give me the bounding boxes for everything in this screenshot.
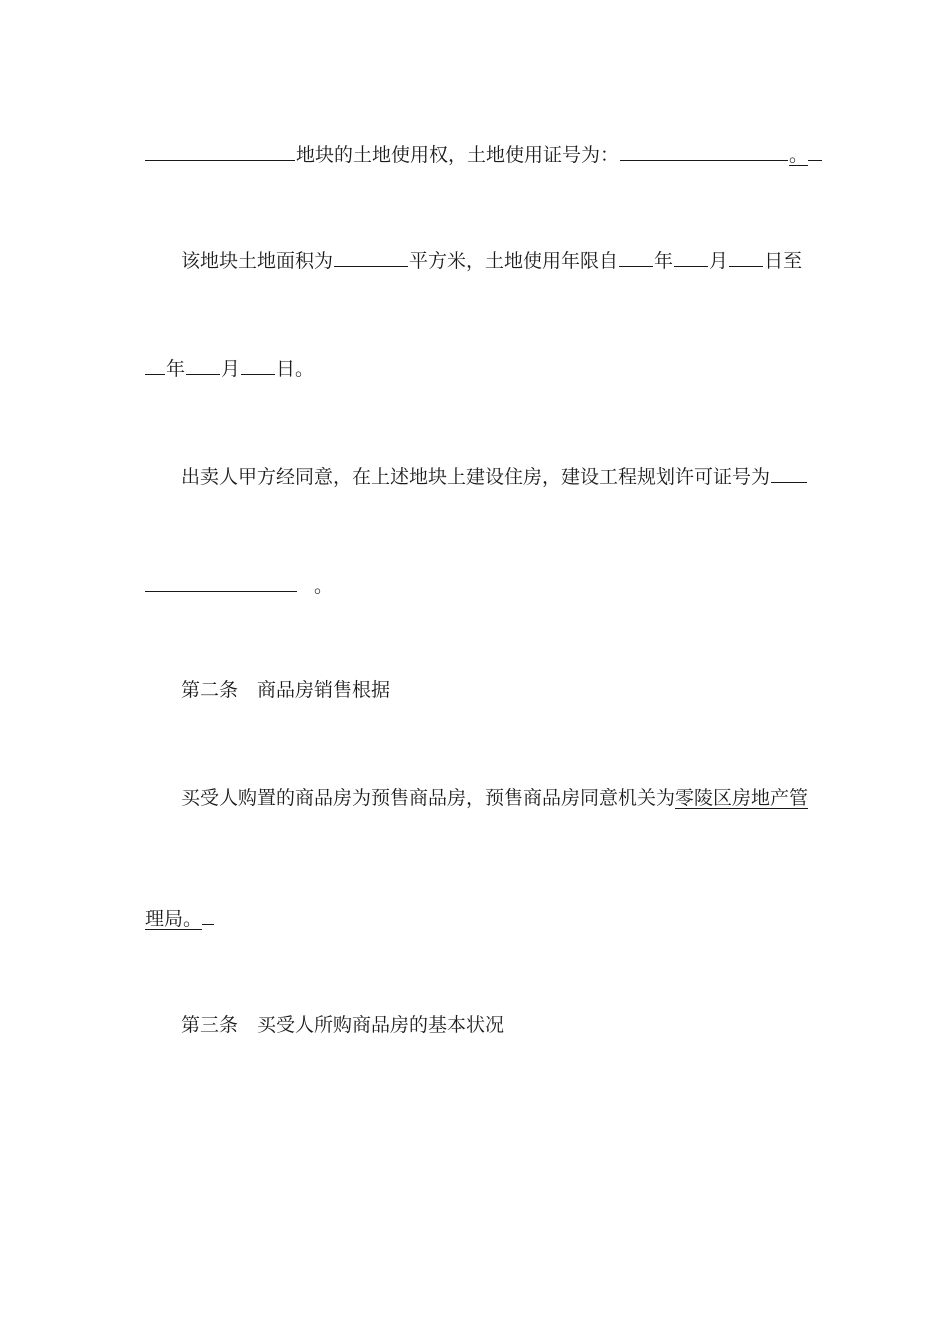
land-area-line: [145, 246, 807, 274]
land-use-line: [145, 140, 807, 168]
fill-blank: [674, 246, 708, 267]
text: 地块的土地使用权，土地使用证号为：: [296, 144, 620, 166]
article-number: 第二条: [181, 679, 239, 701]
fill-blank: [729, 246, 763, 267]
article-title: 买受人所购商品房的基本状况: [257, 1014, 505, 1036]
fill-blank: [771, 462, 807, 483]
fill-blank: [620, 140, 788, 161]
presale-line: [145, 785, 807, 811]
fill-blank: [808, 140, 822, 161]
article-3-heading: [145, 1012, 807, 1038]
text: 平方米，土地使用年限自: [409, 250, 619, 272]
text: 日至: [764, 250, 803, 272]
seller-line: [145, 462, 807, 490]
text: 。: [789, 144, 809, 166]
text: 日。: [276, 358, 315, 380]
fill-blank: [145, 140, 295, 161]
text: 买受人购置的商品房为预售商品房，预售商品房同意机关为: [181, 787, 676, 809]
text: 。: [314, 575, 334, 597]
fill-blank: [241, 354, 275, 375]
article-2-heading: [145, 677, 807, 703]
approval-authority: 零陵区房地产管: [675, 787, 809, 809]
text: 年: [654, 250, 674, 272]
fill-blank: [145, 354, 165, 375]
presale-line-cont: [145, 904, 807, 932]
text: 月: [221, 358, 241, 380]
text: 年: [166, 358, 186, 380]
fill-blank: [186, 354, 220, 375]
fill-blank: [334, 246, 408, 267]
fill-blank: [145, 571, 297, 592]
text: 出卖人甲方经同意，在上述地块上建设住房，建设工程规划许可证号为: [181, 466, 771, 488]
fill-blank: [619, 246, 653, 267]
approval-authority-cont: 理局。: [145, 908, 203, 930]
fill-blank: [202, 904, 214, 925]
text: 月: [709, 250, 729, 272]
permit-number-line: [145, 571, 807, 599]
land-term-line: [145, 354, 807, 382]
article-number: 第三条: [181, 1014, 239, 1036]
article-title: 商品房销售根据: [257, 679, 391, 701]
text: 该地块土地面积为: [181, 250, 334, 272]
